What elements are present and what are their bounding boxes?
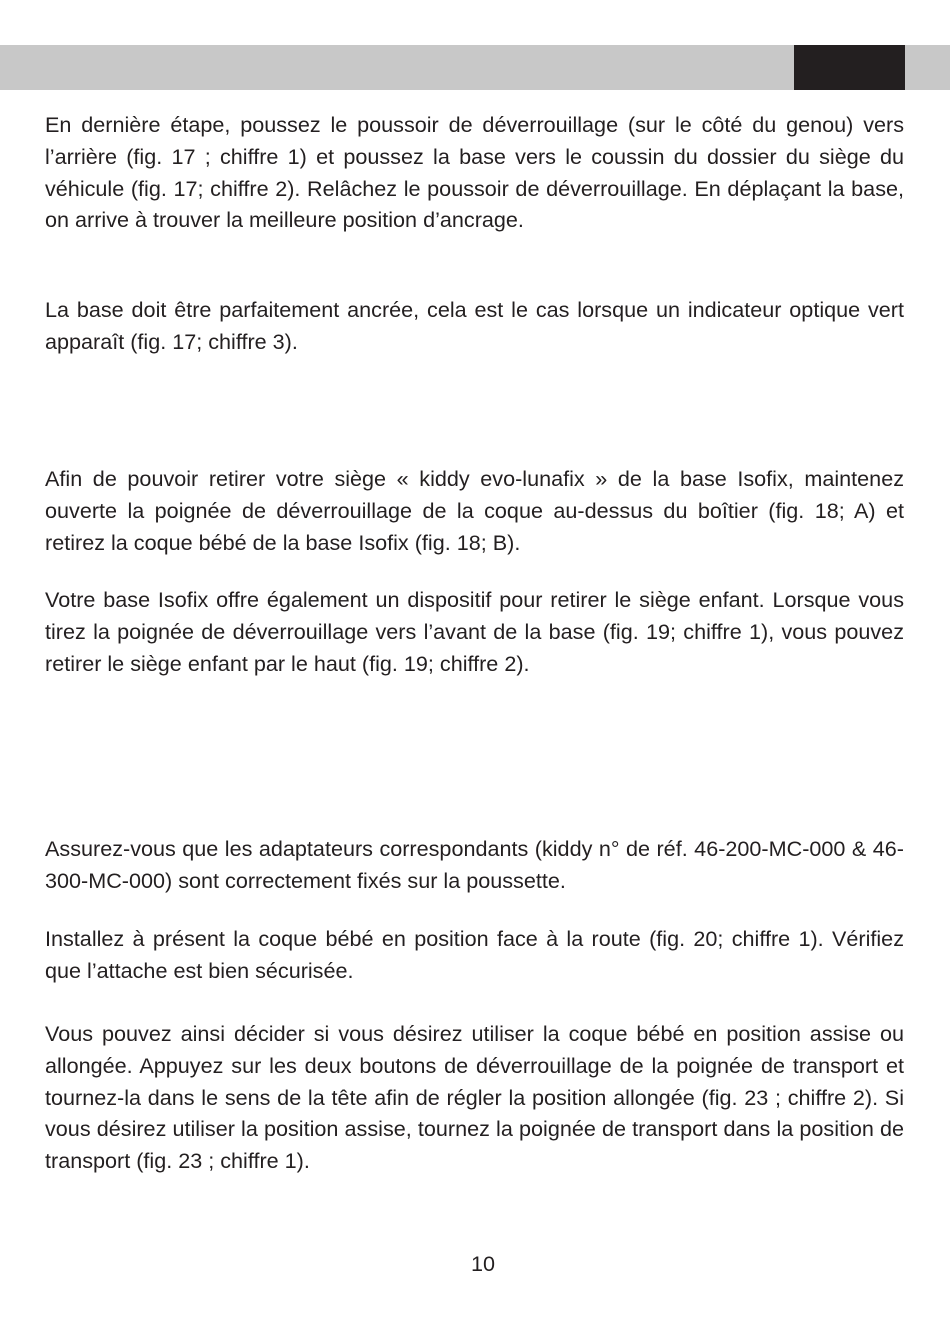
paragraph-isofix-release: Votre base Isofix offre également un dispositif pour retirer le siège enfant. Lorsque vous tirez la poignée de déverrouillage vers l’avant de la base (fig. 19; chiffre 1), vous pouvez retirer le siège enfant par le haut (fig. 19; chiffre 2). xyxy=(45,587,904,676)
paragraph-final-step: En dernière étape, poussez le poussoir de déverrouillage (sur le côté du genou) vers l’arrière (fig. 17 ; chiffre 1) et poussez la base vers le coussin du dossier du siège du véhicule (fig. 17; chiffre 2). Relâchez le poussoir de déverrouillage. En déplaçant la base, on arrive à trouver la meilleure position d’ancrage. xyxy=(45,112,904,233)
paragraph-anchor-indicator: La base doit être parfaitement ancrée, cela est le cas lorsque un indicateur optique vert apparaît (fig. 17; chiffre 3). xyxy=(45,297,904,354)
paragraph-adapters: Assurez-vous que les adaptateurs correspondants (kiddy n° de réf. 46-200-MC-000 & 46-300-MC-000) sont correctement fixés sur la poussette. xyxy=(45,836,904,893)
paragraph-remove-seat: Afin de pouvoir retirer votre siège « kiddy evo-lunafix » de la base Isofix, maintenez ouverte la poignée de déverrouillage de la coque au-dessus du boîtier (fig. 18; A) et retirez la coque bébé de la base Isofix (fig. 18; B). xyxy=(45,466,904,555)
paragraph-install-shell: Installez à présent la coque bébé en position face à la route (fig. 20; chiffre 1). Vérifiez que l’attache est bien sécurisée. xyxy=(45,926,904,983)
header-tab-block xyxy=(794,45,905,90)
paragraph-seat-position: Vous pouvez ainsi décider si vous désirez utiliser la coque bébé en position assise ou allongée. Appuyez sur les deux boutons de déverrouillage de la poignée de transport et tournez-la dans le sens de la tête afin de régler la position allongée (fig. 23 ; chiffre 2). Si vous désirez utiliser la position assise, tournez la poignée de transport dans la position de transport (fig. 23 ; chiffre 1). xyxy=(45,1021,904,1174)
page-number: 10 xyxy=(470,1251,496,1276)
